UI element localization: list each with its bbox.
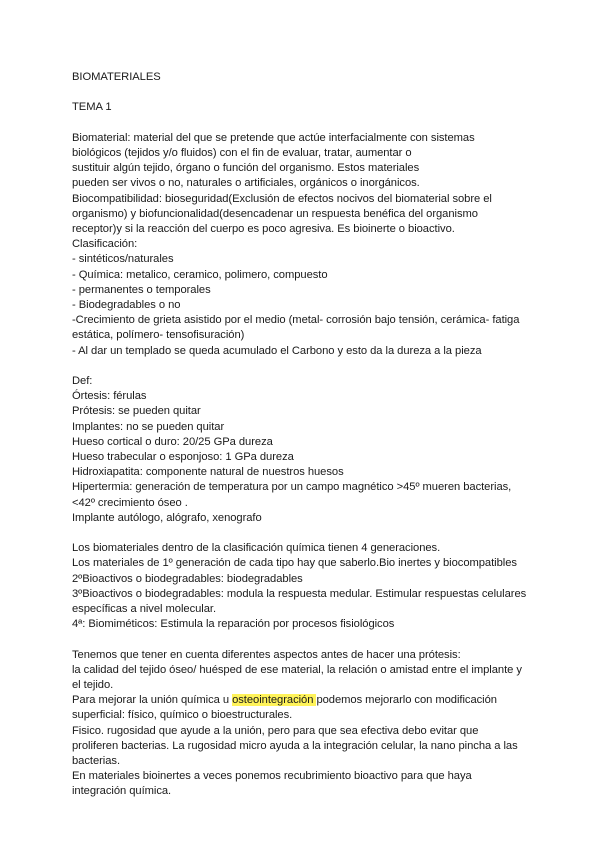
text-line: 3ºBioactivos o biodegradables: modula la respuesta medular. Estimular respuestas celulares [72, 587, 527, 600]
text-line: organismo) y biofuncionalidad(desencadenar un respuesta benéfica del organismo [72, 207, 478, 220]
text-line: <42º crecimiento óseo . [72, 496, 188, 509]
text-line: Prótesis: se pueden quitar [72, 405, 201, 418]
text-line: bacterias. [72, 755, 121, 768]
text-line: integración química. [72, 785, 172, 798]
highlighted-term: osteointegración [232, 694, 317, 707]
text-run: Para mejorar la unión química u [72, 694, 233, 707]
text-line: proliferen bacterias. La rugosidad micro ayuda a la integración celular, la nano pincha a las [72, 739, 518, 752]
list-item: - Química: metalico, ceramico, polimero, compuesto [72, 268, 328, 281]
text-line: Hueso trabecular o esponjoso: 1 GPa dureza [72, 451, 294, 464]
text-line: Los materiales de 1º generación de cada tipo hay que saberlo.Bio inertes y biocompatibles [72, 557, 517, 570]
text-line: Biocompatibilidad: bioseguridad(Exclusión de efectos nocivos del biomaterial sobre el [72, 192, 492, 205]
generations-paragraph [72, 541, 560, 632]
list-item: - Biodegradables o no [72, 299, 181, 312]
text-line: Implante autólogo, alógrafo, xenografo [72, 511, 262, 524]
text-line: receptor)y si la reacción del cuerpo es poco agresiva. Es bioinerte o bioactivo. [72, 223, 455, 235]
text-line: Clasificación: [72, 238, 138, 251]
text-line: Implantes: no se pueden quitar [72, 420, 225, 433]
text-line: el tejido. [72, 679, 114, 692]
text-line: Hueso cortical o duro: 20/25 GPa dureza [72, 435, 273, 448]
text-line: 2ºBioactivos o biodegradables: biodegradables [72, 572, 303, 585]
text-run: podemos mejorarlo con modificación [316, 694, 497, 707]
definitions-list [72, 374, 560, 526]
text-line: Los biomateriales dentro de la clasificación química tienen 4 generaciones. [72, 542, 441, 555]
text-line: Tenemos que tener en cuenta diferentes aspectos antes de hacer una prótesis: [72, 648, 461, 661]
text-line: la calidad del tejido óseo/ huésped de ese material, la relación o amistad entre el implante y [72, 663, 522, 676]
text-line: Fisico. rugosidad que ayude a la unión, pero para que sea efectiva debo evitar que [72, 724, 479, 737]
text-line: biológicos (tejidos y/o fluidos) con el fin de evaluar, tratar, aumentar o [72, 146, 412, 159]
text-line: Biomaterial: material del que se pretende que actúe interfacialmente con sistemas [72, 131, 475, 144]
document-title: BIOMATERIALES [72, 71, 161, 83]
text-line [72, 693, 560, 708]
text-line: pueden ser vivos o no, naturales o artificiales, orgánicos o inorgánicos. [72, 177, 420, 190]
list-item: - Al dar un templado se queda acumulado el Carbono y esto da la dureza a la pieza [72, 344, 482, 357]
text-line: específicas a nivel molecular. [72, 603, 217, 616]
text-line: sustituir algún tejido, órgano o función del organismo. Estos materiales [72, 162, 420, 175]
section-heading: TEMA 1 [72, 101, 112, 114]
text-line: Órtesis: férulas [72, 390, 147, 403]
text-line: Hidroxiapatita: componente natural de nuestros huesos [72, 466, 344, 479]
text-line: superficial: físico, químico o bioestructurales. [72, 709, 293, 722]
definition-paragraph [72, 131, 560, 359]
list-item: - permanentes o temporales [72, 283, 211, 296]
text-line: En materiales bioinertes a veces ponemos recubrimiento bioactivo para que haya [72, 770, 472, 783]
prosthesis-paragraph [72, 648, 560, 800]
text-line: Def: [72, 375, 93, 388]
text-line: Hipertermia: generación de temperatura por un campo magnético >45º mueren bacterias, [72, 481, 512, 494]
list-item: - sintéticos/naturales [72, 253, 174, 266]
list-item: -Crecimiento de grieta asistido por el medio (metal- corrosión bajo tensión, cerámica- fatiga [72, 314, 520, 327]
text-line: 4ª: Biomiméticos: Estimula la reparación por procesos fisiológicos [72, 618, 395, 631]
list-item: estática, polímero- tensofisuración) [72, 329, 245, 342]
